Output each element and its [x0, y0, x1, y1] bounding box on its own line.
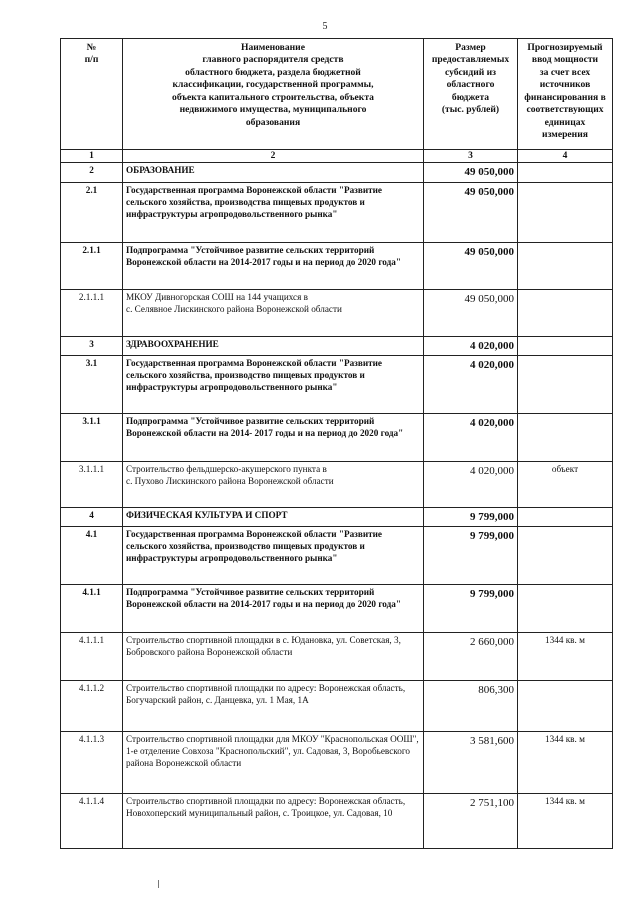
- row-amount: 9 799,000: [424, 527, 518, 585]
- row-amount: 2 751,100: [424, 794, 518, 849]
- column-number-row: [61, 150, 613, 163]
- row-name: Строительство спортивной площадки в с. Юдановка, ул. Советская, 3, Бобровского района Воронежской области: [123, 633, 424, 681]
- row-power: объект: [518, 461, 613, 507]
- table-row: [61, 633, 613, 681]
- row-number: 2.1: [61, 182, 123, 242]
- footer-mark: [158, 880, 159, 888]
- row-number: 4.1.1.3: [61, 732, 123, 794]
- table-row: [61, 163, 613, 182]
- column-number: 1: [61, 150, 123, 163]
- header-num: № п/п: [61, 39, 123, 150]
- header-power: Прогнозируемый ввод мощности за счет всех источников финансирования в соответствующих единицах измерения: [518, 39, 613, 150]
- row-power: [518, 182, 613, 242]
- row-amount: 4 020,000: [424, 355, 518, 413]
- table-row: [61, 336, 613, 355]
- row-name: ФИЗИЧЕСКАЯ КУЛЬТУРА И СПОРТ: [123, 507, 424, 526]
- row-power: [518, 355, 613, 413]
- header-amount: Размер предоставляемых субсидий из областного бюджета (тыс. рублей): [424, 39, 518, 150]
- row-amount: 49 050,000: [424, 289, 518, 336]
- row-name: Строительство спортивной площадки по адресу: Воронежская область, Богучарский район, с. Данцевка, ул. 1 Мая, 1А: [123, 681, 424, 732]
- row-amount: 49 050,000: [424, 163, 518, 182]
- table-row: [61, 289, 613, 336]
- row-name: Государственная программа Воронежской области "Развитие сельского хозяйства, производства пищевых продуктов и инфраструктуры агропродовольственного рынка": [123, 182, 424, 242]
- table-row: [61, 242, 613, 289]
- page-number: 5: [322, 21, 328, 32]
- row-number: 2.1.1: [61, 242, 123, 289]
- row-number: 4.1.1.2: [61, 681, 123, 732]
- table-row: [61, 461, 613, 507]
- row-number: 4.1: [61, 527, 123, 585]
- row-number: 3.1: [61, 355, 123, 413]
- row-name: Строительство фельдшерско-акушерского пункта в с. Пухово Лискинского района Воронежской области: [123, 461, 424, 507]
- table-row: [61, 355, 613, 413]
- row-amount: 806,300: [424, 681, 518, 732]
- row-number: 4: [61, 507, 123, 526]
- table-row: [61, 182, 613, 242]
- row-number: 3.1.1.1: [61, 461, 123, 507]
- table-row: [61, 527, 613, 585]
- row-amount: 9 799,000: [424, 585, 518, 633]
- subsidies-table: [60, 38, 613, 849]
- row-name: Государственная программа Воронежской области "Развитие сельского хозяйства, производство пищевых продуктов и инфраструктуры агропродовольственного рынка": [123, 355, 424, 413]
- row-power: [518, 163, 613, 182]
- row-power: [518, 507, 613, 526]
- table-row: [61, 681, 613, 732]
- row-name: ЗДРАВООХРАНЕНИЕ: [123, 336, 424, 355]
- column-number: 2: [123, 150, 424, 163]
- row-power: [518, 585, 613, 633]
- row-name: Подпрограмма "Устойчивое развитие сельских территорий Воронежской области на 2014- 2017 годы и на период до 2020 года": [123, 413, 424, 461]
- row-amount: 4 020,000: [424, 336, 518, 355]
- row-power: 1344 кв. м: [518, 794, 613, 849]
- row-amount: 2 660,000: [424, 633, 518, 681]
- table-header-row: [61, 39, 613, 150]
- row-number: 3.1.1: [61, 413, 123, 461]
- row-power: 1344 кв. м: [518, 633, 613, 681]
- row-name: Подпрограмма "Устойчивое развитие сельских территорий Воронежской области на 2014-2017 годы и на период до 2020 года": [123, 585, 424, 633]
- row-number: 2.1.1.1: [61, 289, 123, 336]
- row-name: Государственная программа Воронежской области "Развитие сельского хозяйства, производство пищевых продуктов и инфраструктуры агропродовольственного рынка": [123, 527, 424, 585]
- row-power: [518, 413, 613, 461]
- column-number: 3: [424, 150, 518, 163]
- row-power: [518, 681, 613, 732]
- row-power: [518, 242, 613, 289]
- table-row: [61, 413, 613, 461]
- row-name: Подпрограмма "Устойчивое развитие сельских территорий Воронежской области на 2014-2017 годы и на период до 2020 года": [123, 242, 424, 289]
- header-name: Наименование главного распорядителя средств областного бюджета, раздела бюджетной классификации, государственной программы, объекта капитального строительства, объекта недвижимого имущества, муниципального образования: [123, 39, 424, 150]
- table-row: [61, 585, 613, 633]
- row-number: 2: [61, 163, 123, 182]
- column-number: 4: [518, 150, 613, 163]
- row-amount: 49 050,000: [424, 182, 518, 242]
- table-row: [61, 794, 613, 849]
- row-power: [518, 289, 613, 336]
- table-body: [61, 163, 613, 849]
- row-amount: 9 799,000: [424, 507, 518, 526]
- table-row: [61, 732, 613, 794]
- row-number: 4.1.1.4: [61, 794, 123, 849]
- row-name: ОБРАЗОВАНИЕ: [123, 163, 424, 182]
- row-amount: 4 020,000: [424, 461, 518, 507]
- row-name: Строительство спортивной площадки по адресу: Воронежская область, Новохоперский муниципальный район, с. Троицкое, ул. Садовая, 10: [123, 794, 424, 849]
- row-amount: 49 050,000: [424, 242, 518, 289]
- row-number: 4.1.1.1: [61, 633, 123, 681]
- row-number: 3: [61, 336, 123, 355]
- row-amount: 4 020,000: [424, 413, 518, 461]
- row-name: МКОУ Дивногорская СОШ на 144 учащихся в с. Селявное Лискинского района Воронежской области: [123, 289, 424, 336]
- table-row: [61, 507, 613, 526]
- row-power: 1344 кв. м: [518, 732, 613, 794]
- row-amount: 3 581,600: [424, 732, 518, 794]
- row-power: [518, 527, 613, 585]
- row-power: [518, 336, 613, 355]
- row-name: Строительство спортивной площадки для МКОУ "Краснопольская ООШ", 1-е отделение Совхоза "Краснопольский", ул. Садовая, 3, Воробьевского района Воронежской области: [123, 732, 424, 794]
- row-number: 4.1.1: [61, 585, 123, 633]
